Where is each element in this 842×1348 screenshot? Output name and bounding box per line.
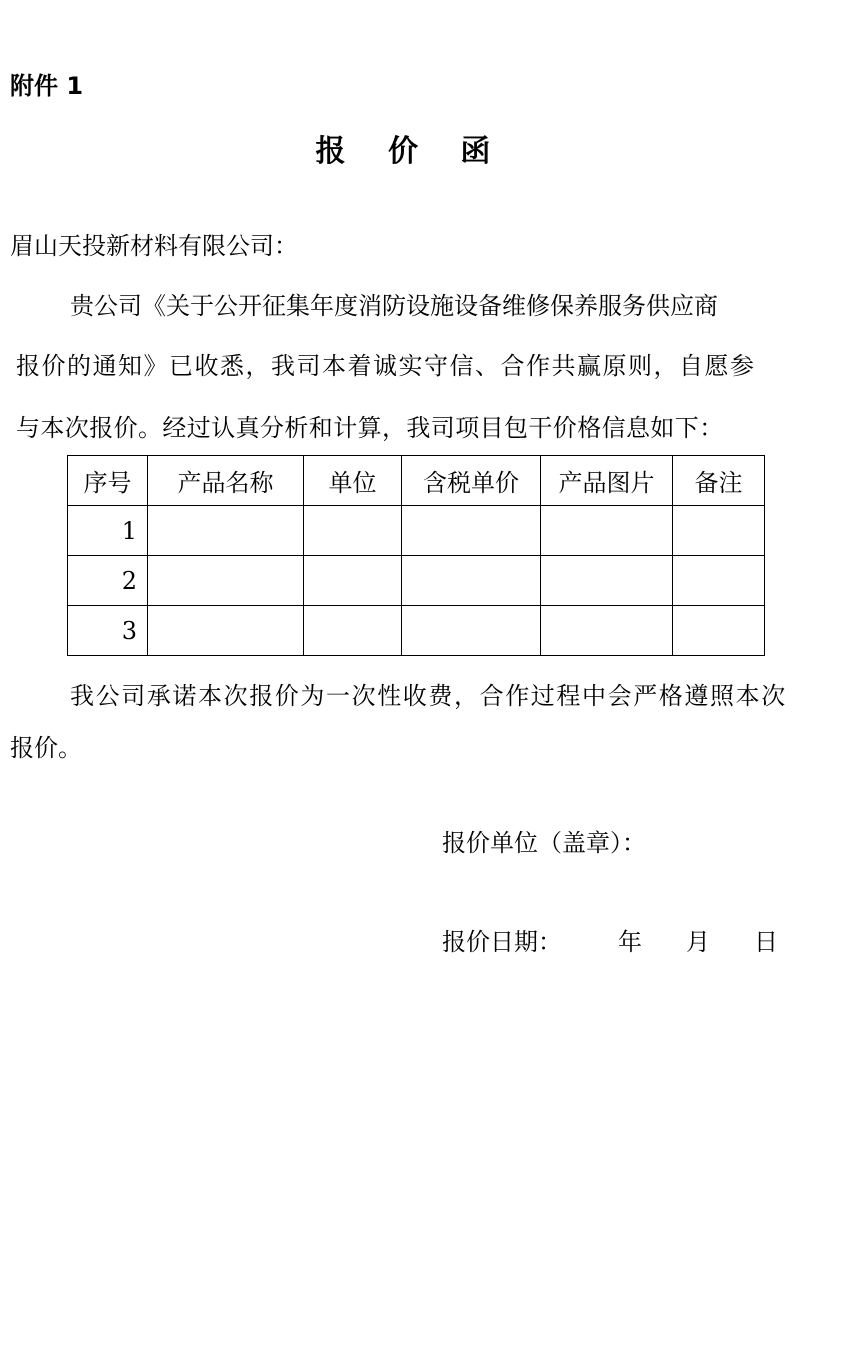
quote-date-row: [442, 922, 778, 957]
product-name-cell: [148, 506, 304, 556]
table-row: [68, 506, 765, 556]
product-name-cell: [148, 556, 304, 606]
commitment-line-2: 报价。: [10, 734, 82, 762]
row-index-cell: 1: [68, 506, 148, 556]
unit-cell: [304, 506, 402, 556]
product-image-cell: [541, 556, 673, 606]
table-row: [68, 556, 765, 606]
row-index-cell: 3: [68, 606, 148, 656]
header-cell-unit-price: 含税单价: [402, 456, 541, 506]
unit-price-cell: [402, 556, 541, 606]
header-cell-remarks: 备注: [673, 456, 765, 506]
quote-unit-stamp-label: 报价单位（盖章）：: [442, 829, 646, 857]
unit-cell: [304, 556, 402, 606]
commitment-line-1: 我公司承诺本次报价为一次性收费，合作过程中会严格遵照本次: [70, 682, 787, 710]
row-index-cell: 2: [68, 556, 148, 606]
body-line-1: 贵公司《关于公开征集年度消防设施设备维修保养服务供应商: [70, 292, 718, 320]
remarks-cell: [673, 506, 765, 556]
header-cell-unit: 单位: [304, 456, 402, 506]
unit-price-cell: [402, 506, 541, 556]
header-cell-product-name: 产品名称: [148, 456, 304, 506]
quote-table: [67, 455, 765, 656]
recipient: 眉山天投新材料有限公司：: [10, 232, 298, 260]
unit-cell: [304, 606, 402, 656]
header-cell-index: 序号: [68, 456, 148, 506]
table-header-row: [68, 456, 765, 506]
header-cell-product-image: 产品图片: [541, 456, 673, 506]
body-line-2: 报价的通知》已收悉，我司本着诚实守信、合作共赢原则，自愿参: [16, 352, 756, 380]
product-name-cell: [148, 606, 304, 656]
product-image-cell: [541, 506, 673, 556]
quote-date-label: 报价日期：: [442, 928, 562, 956]
remarks-cell: [673, 606, 765, 656]
attachment-label: 附件 1: [10, 72, 84, 100]
remarks-cell: [673, 556, 765, 606]
date-year-label: 年: [618, 928, 642, 956]
product-image-cell: [541, 606, 673, 656]
unit-price-cell: [402, 606, 541, 656]
document-title: 报 价 函: [315, 134, 507, 169]
table-row: [68, 606, 765, 656]
date-day-label: 日: [754, 928, 778, 956]
body-line-3: 与本次报价。经过认真分析和计算，我司项目包干价格信息如下：: [16, 414, 724, 442]
date-month-label: 月: [686, 928, 710, 956]
